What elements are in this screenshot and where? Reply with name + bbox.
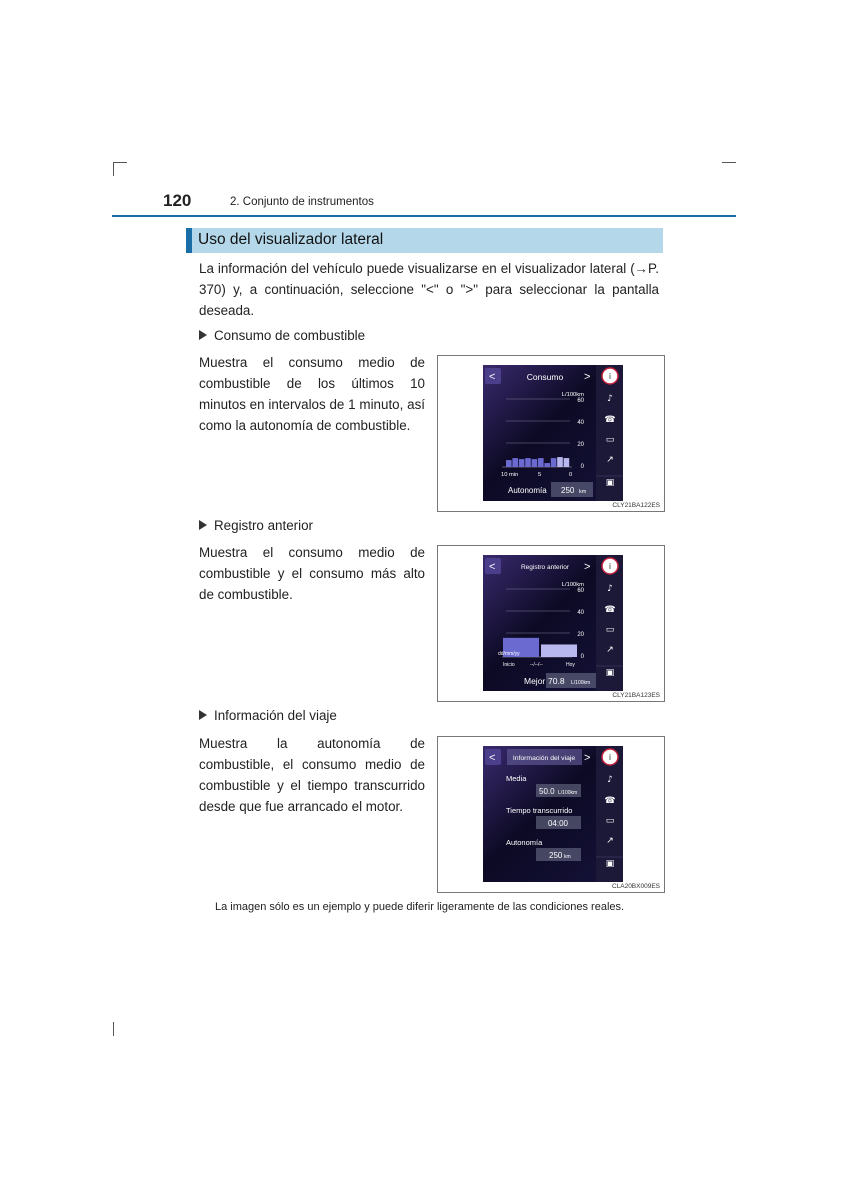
- x-tick: 10 min: [501, 472, 519, 478]
- item-heading: [199, 328, 365, 343]
- map-icon: ▭: [605, 435, 615, 445]
- phone-icon: ☎: [604, 605, 616, 615]
- y-tick: 0: [580, 654, 584, 660]
- row-value: 04:00: [547, 819, 569, 828]
- side-menu: [596, 746, 623, 882]
- bar: [525, 458, 531, 467]
- bar: [557, 457, 563, 467]
- figure-code: CLY21BA123ES: [612, 692, 660, 699]
- unit-label: L/100km: [561, 392, 584, 398]
- y-tick: 60: [577, 588, 584, 594]
- item-description: Muestra el consumo medio de combustible de los últimos 10 minutos en intervalos de 1 minuto, así como la autonomía de combustible.: [199, 355, 425, 433]
- bar: [541, 644, 577, 657]
- x-tick: 5: [538, 472, 542, 478]
- bar: [538, 458, 544, 467]
- info-icon: i: [608, 753, 612, 762]
- x-tick: 0: [569, 472, 573, 478]
- display-icon: ▣: [605, 668, 615, 678]
- map-icon: ▭: [605, 816, 615, 826]
- crop-mark-top-left-v: [113, 162, 114, 176]
- bar: [512, 458, 518, 467]
- range-label: Autonomía: [508, 486, 547, 495]
- figure-consumo: [437, 355, 665, 512]
- phone-icon: ☎: [604, 796, 616, 806]
- date-label: dd/mm/yy: [498, 651, 520, 657]
- display-icon: ▣: [605, 859, 615, 869]
- unit-label: L/100km: [561, 582, 584, 588]
- prev-arrow: <: [489, 371, 496, 383]
- row-value: 250: [549, 851, 563, 860]
- y-tick: 40: [577, 420, 584, 426]
- navigation-icon: ↗: [606, 645, 614, 655]
- item-description: Muestra el consumo medio de combustible y el consumo más alto de combustible.: [199, 545, 425, 602]
- bar: [544, 463, 550, 467]
- screen-title: Información del viaje: [512, 755, 576, 762]
- best-value: 70.8: [548, 676, 565, 686]
- navigation-icon: ↗: [606, 455, 614, 465]
- figure-code: CLA20BX009ES: [611, 883, 660, 890]
- map-icon: ▭: [605, 625, 615, 635]
- bar: [551, 458, 557, 467]
- triangle-bullet-icon: [199, 710, 207, 720]
- row-value: 50.0: [539, 787, 555, 796]
- info-icon: i: [608, 562, 612, 571]
- music-note-icon: ♪: [607, 394, 613, 404]
- figure-viaje: [437, 736, 665, 893]
- x-label: Hoy: [566, 662, 575, 668]
- music-note-icon: ♪: [607, 775, 613, 785]
- y-tick: 60: [577, 398, 584, 404]
- crop-mark-bottom-left-v: [113, 1022, 114, 1036]
- best-unit: L/100km: [571, 680, 591, 686]
- row-unit: L/100km: [558, 790, 578, 796]
- screen-title: Consumo: [526, 372, 564, 382]
- music-note-icon: ♪: [607, 584, 613, 594]
- section-heading-bar: [186, 228, 663, 253]
- figure-code: CLY21BA122ES: [612, 502, 660, 509]
- x-label: Inicio: [503, 662, 515, 668]
- intro-paragraph: La información del vehículo puede visualizarse en el visualizador lateral (→P. 370) y, a continuación, seleccione "<" o ">" para seleccionar la pantalla deseada.: [199, 261, 659, 318]
- item-heading-label: Información del viaje: [214, 708, 337, 723]
- item-heading: [199, 518, 313, 533]
- bar: [519, 459, 525, 467]
- page-number: 120: [163, 191, 192, 210]
- range-value: 250: [561, 486, 575, 495]
- next-arrow: >: [584, 371, 591, 383]
- bar: [532, 459, 538, 467]
- y-tick: 20: [577, 442, 584, 448]
- side-menu: [596, 365, 623, 501]
- prev-arrow: <: [489, 561, 496, 573]
- next-arrow: >: [584, 752, 591, 764]
- chapter-title: 2. Conjunto de instrumentos: [230, 196, 374, 208]
- phone-icon: ☎: [604, 415, 616, 425]
- bar: [564, 458, 570, 467]
- side-menu: [596, 555, 623, 691]
- next-arrow: >: [584, 561, 591, 573]
- header-rule: [112, 215, 736, 217]
- row-label: Autonomía: [506, 838, 543, 847]
- best-label: Mejor: [524, 676, 546, 686]
- item-heading: [199, 708, 337, 723]
- section-accent: [186, 228, 192, 253]
- crop-mark-top-left-h: [113, 162, 127, 163]
- figure-registro: [437, 545, 665, 702]
- item-heading-label: Consumo de combustible: [214, 328, 366, 343]
- crop-mark-top-right-h: [722, 162, 736, 163]
- screen-title: Registro anterior: [520, 564, 570, 571]
- navigation-icon: ↗: [606, 836, 614, 846]
- range-unit: km: [579, 489, 587, 495]
- y-tick: 0: [580, 464, 584, 470]
- display-icon: ▣: [605, 478, 615, 488]
- triangle-bullet-icon: [199, 520, 207, 530]
- triangle-bullet-icon: [199, 330, 207, 340]
- footnote: La imagen sólo es un ejemplo y puede diferir ligeramente de las condiciones reales.: [215, 901, 625, 913]
- x-label: --/--/--: [530, 662, 543, 668]
- row-label: Media: [506, 774, 527, 783]
- bar: [506, 460, 512, 467]
- item-heading-label: Registro anterior: [214, 518, 313, 533]
- row-label: Tiempo transcurrido: [506, 806, 573, 815]
- y-tick: 20: [577, 632, 584, 638]
- prev-arrow: <: [489, 752, 496, 764]
- y-tick: 40: [577, 610, 584, 616]
- info-icon: i: [608, 372, 612, 381]
- section-title: Uso del visualizador lateral: [198, 231, 384, 248]
- item-description: Muestra la autonomía de combustible, el consumo medio de combustible y el tiempo transcurrido desde que fue arrancado el motor.: [199, 736, 425, 814]
- row-unit: km: [564, 854, 571, 860]
